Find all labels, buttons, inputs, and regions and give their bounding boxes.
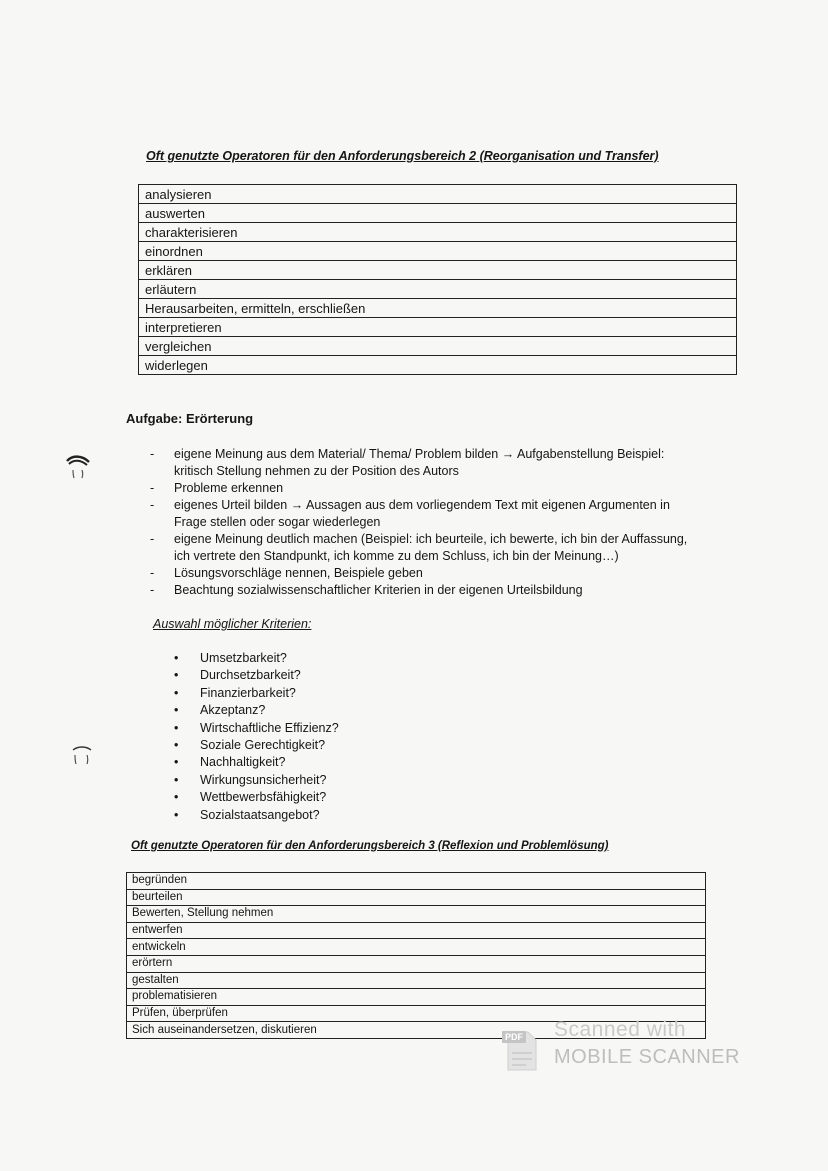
table-row <box>127 989 706 1006</box>
list-item-text: Beachtung sozialwissenschaftlicher Kriterien in der eigenen Urteilsbildung <box>174 583 583 597</box>
dash-bullet: - <box>150 583 155 597</box>
operator-cell: vergleichen <box>139 337 737 356</box>
list-item-text: Probleme erkennen <box>174 481 284 495</box>
operator-cell: interpretieren <box>139 318 737 337</box>
criteria-item-text: Soziale Gerechtigkeit? <box>200 738 326 753</box>
criteria-item-text: Wettbewerbsfähigkeit? <box>200 790 327 805</box>
table-row <box>127 873 706 890</box>
list-item <box>150 531 750 565</box>
criteria-item <box>174 720 474 737</box>
handwritten-margin-mark <box>70 744 94 766</box>
operator-cell: erörtern <box>127 955 706 972</box>
dash-bullet: - <box>150 481 155 495</box>
handwritten-margin-mark <box>64 452 92 480</box>
table-row <box>127 972 706 989</box>
list-item-text: eigene Meinung deutlich machen (Beispiel: ich beurteile, ich bewerte, ich bin der Auffassung, <box>174 532 688 546</box>
table-row <box>127 889 706 906</box>
list-item <box>150 582 750 599</box>
pdf-logo: PDF <box>502 1031 526 1043</box>
table-row <box>127 939 706 956</box>
criteria-item-text: Wirtschaftliche Effizienz? <box>200 720 339 735</box>
table-row <box>139 299 737 318</box>
list-item-text: kritisch Stellung nehmen zu der Position des Autors <box>174 464 459 478</box>
operator-cell: auswerten <box>139 204 737 223</box>
dash-bullet: - <box>150 566 155 580</box>
list-item <box>150 497 750 531</box>
criteria-item-text: Finanzierbarkeit? <box>200 685 296 700</box>
dash-bullet: - <box>150 498 155 512</box>
operator-cell: begründen <box>127 873 706 890</box>
list-item-text: eigenes Urteil bilden → Aussagen aus dem vorliegendem Text mit eigenen Argumenten in <box>174 498 670 512</box>
operator-cell: problematisieren <box>127 989 706 1006</box>
list-item <box>150 446 750 480</box>
operators-table-ab3 <box>126 872 706 1039</box>
operator-cell: charakterisieren <box>139 223 737 242</box>
bullet-dot: • <box>174 807 179 822</box>
task-title: Aufgabe: Erörterung <box>126 411 254 426</box>
section-heading-ab2: Oft genutzte Operatoren für den Anforderungsbereich 2 (Reorganisation und Transfer) <box>146 149 659 163</box>
task-point-list <box>150 446 750 599</box>
dash-bullet: - <box>150 447 155 461</box>
dash-bullet: - <box>150 532 155 546</box>
criteria-item <box>174 702 474 719</box>
operator-cell: widerlegen <box>139 356 737 375</box>
table-row <box>139 185 737 204</box>
criteria-item-text: Durchsetzbarkeit? <box>200 668 301 683</box>
operator-cell: Herausarbeiten, ermitteln, erschließen <box>139 299 737 318</box>
bullet-dot: • <box>174 651 179 665</box>
table-row <box>139 356 737 375</box>
criteria-item <box>174 737 474 754</box>
criteria-list <box>174 650 474 824</box>
criteria-item <box>174 772 474 789</box>
criteria-title: Auswahl möglicher Kriterien: <box>153 617 312 631</box>
bullet-dot: • <box>174 703 179 718</box>
bullet-dot: • <box>174 772 179 787</box>
criteria-item-text: Wirkungsunsicherheit? <box>200 772 327 787</box>
operator-cell: erklären <box>139 261 737 280</box>
criteria-item-text: Akzeptanz? <box>200 703 266 718</box>
bullet-dot: • <box>174 790 179 805</box>
criteria-item-text: Sozialstaatsangebot? <box>200 807 320 822</box>
operator-cell: beurteilen <box>127 889 706 906</box>
operator-cell: Sich auseinandersetzen, diskutieren <box>127 1022 706 1039</box>
operator-cell: entwickeln <box>127 939 706 956</box>
criteria-item <box>174 650 474 667</box>
operator-cell: Bewerten, Stellung nehmen <box>127 906 706 923</box>
operator-cell: einordnen <box>139 242 737 261</box>
list-item <box>150 565 750 582</box>
table-row <box>139 204 737 223</box>
criteria-item <box>174 685 474 702</box>
criteria-item-text: Nachhaltigkeit? <box>200 755 286 770</box>
table-row <box>139 223 737 242</box>
list-item-text: Lösungsvorschläge nennen, Beispiele geben <box>174 566 423 580</box>
criteria-item <box>174 807 474 824</box>
criteria-item <box>174 789 474 806</box>
bullet-dot: • <box>174 755 179 770</box>
section-heading-ab3: Oft genutzte Operatoren für den Anforderungsbereich 3 (Reflexion und Problemlösung) <box>131 840 609 852</box>
table-row <box>127 906 706 923</box>
operator-cell: analysieren <box>139 185 737 204</box>
criteria-item-text: Umsetzbarkeit? <box>200 651 287 665</box>
operator-cell: gestalten <box>127 972 706 989</box>
criteria-item <box>174 754 474 771</box>
bullet-dot: • <box>174 720 179 735</box>
table-row <box>127 922 706 939</box>
list-item-text: ich vertrete den Standpunkt, ich komme zu dem Schluss, ich bin der Meinung…) <box>174 549 619 563</box>
operator-cell: Prüfen, überprüfen <box>127 1005 706 1022</box>
operator-cell: entwerfen <box>127 922 706 939</box>
table-row <box>139 337 737 356</box>
list-item-text: Frage stellen oder sogar wiederlegen <box>174 515 381 529</box>
operators-table-ab2 <box>138 184 737 375</box>
bullet-dot: • <box>174 668 179 683</box>
list-item <box>150 480 750 497</box>
operator-cell: erläutern <box>139 280 737 299</box>
table-row <box>139 318 737 337</box>
table-row <box>139 242 737 261</box>
criteria-item <box>174 667 474 684</box>
table-row <box>127 955 706 972</box>
watermark-line2: MOBILE SCANNER <box>554 1046 740 1068</box>
table-row <box>139 261 737 280</box>
watermark-line1: Scanned with <box>554 1018 687 1041</box>
bullet-dot: • <box>174 685 179 700</box>
bullet-dot: • <box>174 738 179 753</box>
table-row <box>139 280 737 299</box>
list-item-text: eigene Meinung aus dem Material/ Thema/ Problem bilden → Aufgabenstellung Beispiel: <box>174 447 665 461</box>
